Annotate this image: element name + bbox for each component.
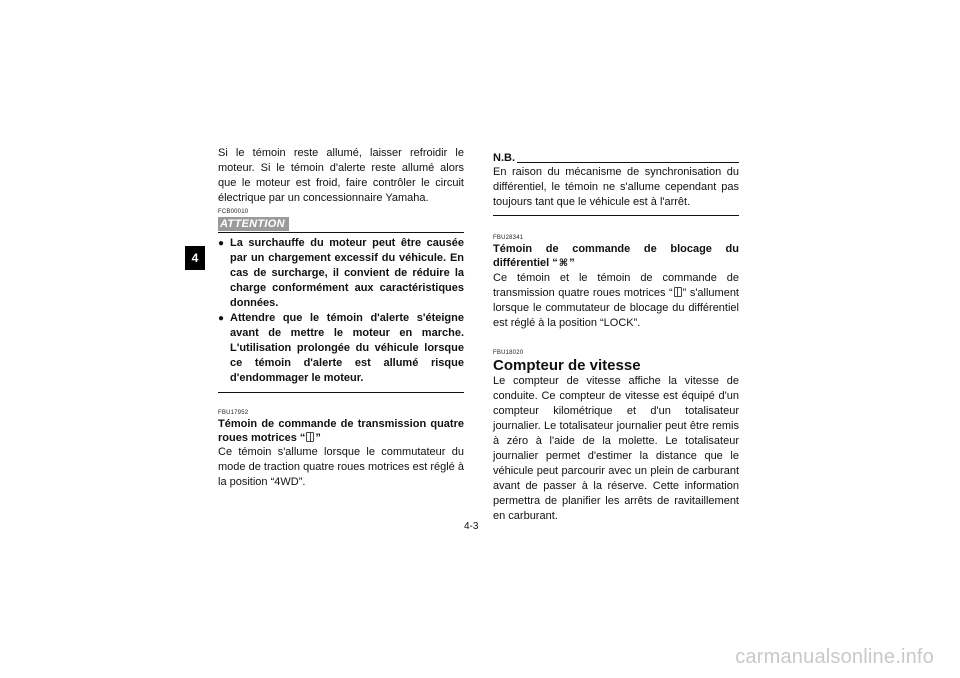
four-wd-indicator-icon (674, 287, 682, 297)
attention-item: ● Attendre que le témoin d'alerte s'éteigne avant de mettre le moteur en marche. L'utilisation prolongée du véhicule lorsque ce témoin d'alerte est allumé risque d'endommager le moteur. (218, 312, 464, 384)
bullet-icon: ● (218, 238, 225, 249)
diff-code: FBU28341 (493, 235, 524, 241)
nb-text: En raison du mécanisme de synchronisation du différentiel, le témoin ne s'allume cependant pas toujours tant que le véhicule est à l'arrêt. (493, 166, 739, 208)
diff-lock-section (493, 234, 739, 331)
attention-item: ● La surchauffe du moteur peut être causée par un chargement excessif du véhicule. En cas de surcharge, il convient de réduire la charge conformément aux caractéristiques données. (218, 237, 464, 309)
diff-lock-indicator-icon: ⌘ (558, 258, 569, 269)
section-code: FBU17952 (218, 410, 249, 416)
attention-header (218, 217, 464, 233)
watermark: carmanualsonline.info (735, 646, 934, 668)
diff-heading: Témoin de commande de blocage du différentiel “⌘” (493, 243, 739, 269)
diff-body: Ce témoin et le témoin de commande de transmission quatre roues motrices “ ” s'allument lorsque le commutateur de blocage du différentiel est réglé à la position “LOCK”. (493, 272, 739, 329)
right-column (493, 152, 739, 524)
speed-body: Le compteur de vitesse affiche la vitesse de conduite. Ce compteur de vitesse est équipé d'un compteur kilométrique et d'un totalisateur journalier. Le totalisateur journalier peut être remis à zéro à l'aide de la molette. Le totalisateur journalier permet d'estimer la distance que le véhicule peut parcourir avec un plein de carburant avant de passer à la réserve. Cette information permettra de planifier les arrêts de ravitaillement en carburant. (493, 375, 739, 522)
attention-label: ATTENTION (218, 217, 289, 231)
nb-header (493, 152, 739, 165)
left-column (218, 146, 464, 490)
page-number: 4-3 (464, 521, 479, 532)
attention-code: FCB00010 (218, 209, 249, 215)
bullet-icon: ● (218, 313, 225, 324)
section-body: Ce témoin s'allume lorsque le commutateur du mode de traction quatre roues motrices est réglé à la position “4WD”. (218, 446, 464, 488)
speed-heading: Compteur de vitesse (493, 357, 641, 374)
chapter-tab: 4 (185, 246, 205, 270)
nb-rule (517, 162, 739, 163)
four-wd-indicator-icon (306, 432, 314, 442)
four-wd-section (218, 409, 464, 490)
intro-paragraph: Si le témoin reste allumé, laisser refroidir le moteur. Si le témoin d'alerte reste allumé alors que le moteur est froid, faire contrôler le circuit électrique par un concessionnaire Yamaha. (218, 147, 464, 204)
section-heading: Témoin de commande de transmission quatre roues motrices “ ” (218, 418, 464, 444)
nb-block (493, 165, 739, 216)
speedometer-section (493, 349, 739, 524)
speed-code: FBU18020 (493, 350, 524, 356)
attention-list (218, 236, 464, 393)
nb-label: N.B. (493, 152, 515, 164)
